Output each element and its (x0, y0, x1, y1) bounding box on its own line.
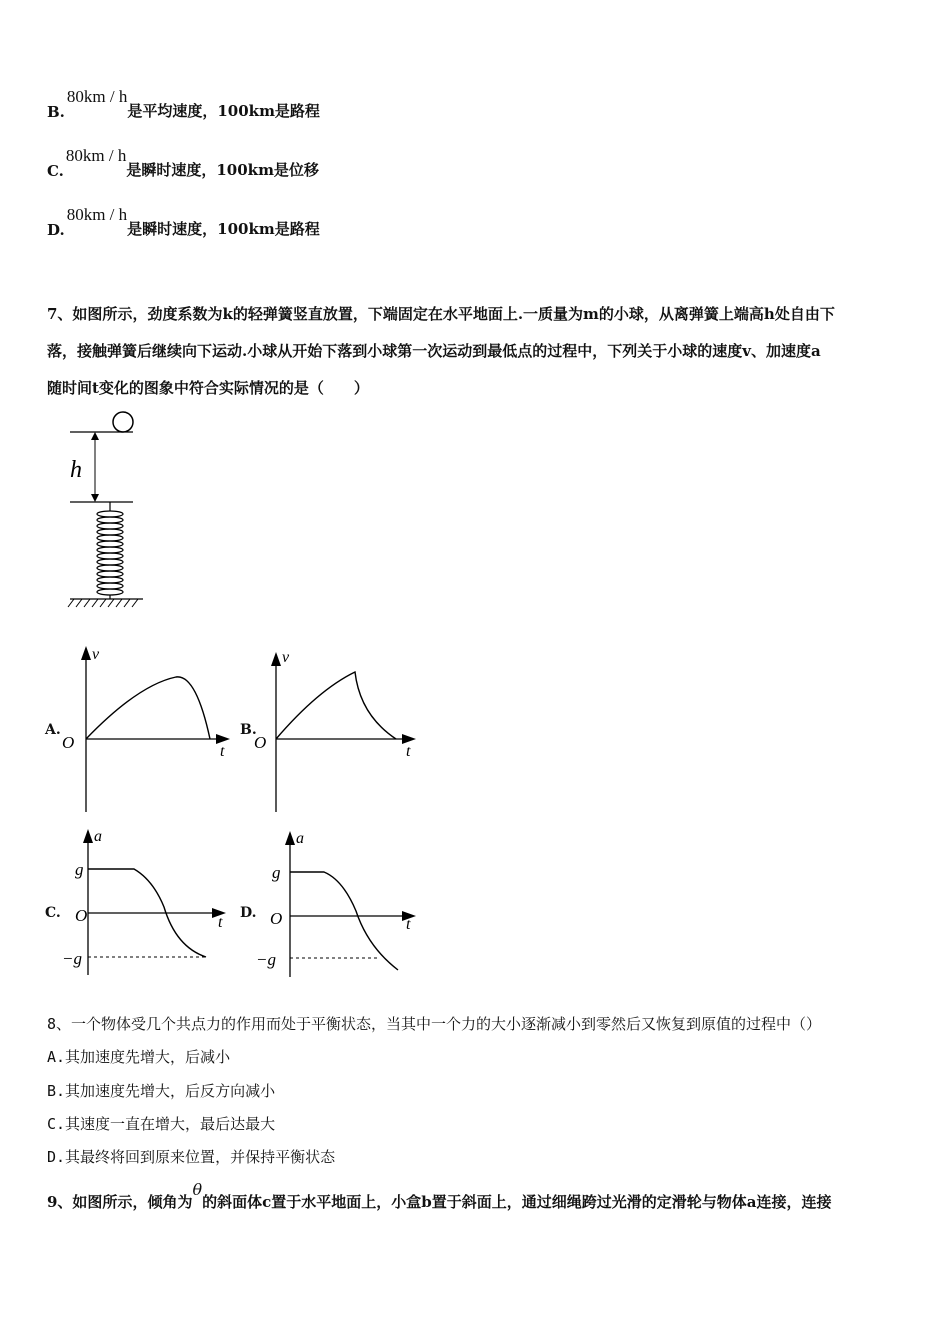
graph-b (248, 640, 428, 815)
y-label: v (92, 646, 100, 663)
g-label: g (272, 863, 281, 882)
velocity-curve (276, 672, 396, 739)
graph-d-label: D. (240, 905, 257, 921)
q9-text-pre: 9、如图所示，倾角为 (47, 1193, 193, 1211)
graph-c (58, 825, 238, 985)
option-label: D. (47, 221, 65, 239)
theta-symbol: θ (192, 1180, 203, 1199)
graph-b-label: B. (240, 722, 257, 738)
y-label: a (296, 830, 304, 847)
origin-label: O (75, 906, 88, 925)
x-label: t (406, 916, 411, 933)
height-label: h (70, 457, 82, 483)
option-label: B. (47, 103, 65, 121)
g-label: g (75, 860, 84, 879)
q8-stem: 8、一个物体受几个共点力的作用而处于平衡状态，当其中一个力的大小逐渐减小到零然后又恢复到原值的过程中（） (47, 1015, 822, 1033)
neg-g-label: −g (62, 949, 82, 968)
neg-g-label: −g (256, 950, 276, 969)
y-arrow (83, 829, 93, 843)
ground-hatch (68, 599, 138, 607)
option-text: 是平均速度，100km是路程 (127, 102, 320, 120)
arrow-head-down (91, 494, 99, 502)
q7-line-3: 随时间t变化的图象中符合实际情况的是（ ） (47, 379, 369, 397)
x-label: t (220, 743, 225, 760)
graph-c-label: C. (45, 905, 61, 921)
spring-coils (97, 502, 123, 599)
acceleration-curve (290, 872, 398, 970)
speed-expression: 80km / h (66, 205, 128, 224)
origin-label: O (62, 733, 75, 752)
y-arrow (81, 646, 91, 660)
y-arrow (285, 831, 295, 845)
origin-label: O (254, 733, 267, 752)
q8-option-a: A.其加速度先增大，后减小 (47, 1048, 231, 1066)
velocity-curve (86, 677, 210, 739)
q6-option-b (47, 87, 320, 121)
spring-figure (60, 405, 160, 615)
q6-option-c (47, 146, 319, 180)
q8-option-b: B.其加速度先增大，后反方向减小 (47, 1082, 276, 1100)
q6-option-d (47, 205, 320, 239)
option-label: C. (47, 162, 64, 180)
q8-option-d: D.其最终将回到原来位置，并保持平衡状态 (47, 1148, 336, 1166)
y-arrow (271, 652, 281, 666)
y-label: v (282, 649, 290, 666)
ball-circle (113, 412, 133, 432)
q9-line-1 (47, 1180, 907, 1221)
option-text: 是瞬时速度，100km是位移 (126, 161, 319, 179)
origin-label: O (270, 909, 283, 928)
arrow-head-up (91, 432, 99, 440)
speed-expression: 80km / h (65, 146, 127, 165)
q9-text-post: 的斜面体c置于水平地面上，小盒b置于斜面上，通过细绳跨过光滑的定滑轮与物体a连接，连接 (202, 1193, 832, 1211)
graph-a (58, 640, 238, 815)
graph-d (248, 825, 428, 985)
x-label: t (406, 743, 411, 760)
q8-option-c: C.其速度一直在增大，最后达最大 (47, 1115, 276, 1133)
y-label: a (94, 828, 102, 845)
q7-line-2: 落，接触弹簧后继续向下运动.小球从开始下落到小球第一次运动到最低点的过程中，下列关于小球的速度v、加速度a (47, 342, 821, 360)
speed-expression: 80km / h (66, 87, 128, 106)
x-label: t (218, 914, 223, 931)
option-text: 是瞬时速度，100km是路程 (127, 220, 320, 238)
q7-line-1: 7、如图所示，劲度系数为k的轻弹簧竖直放置，下端固定在水平地面上.一质量为m的小球，从离弹簧上端高h处自由下 (47, 305, 835, 323)
graph-a-label: A. (45, 722, 61, 738)
